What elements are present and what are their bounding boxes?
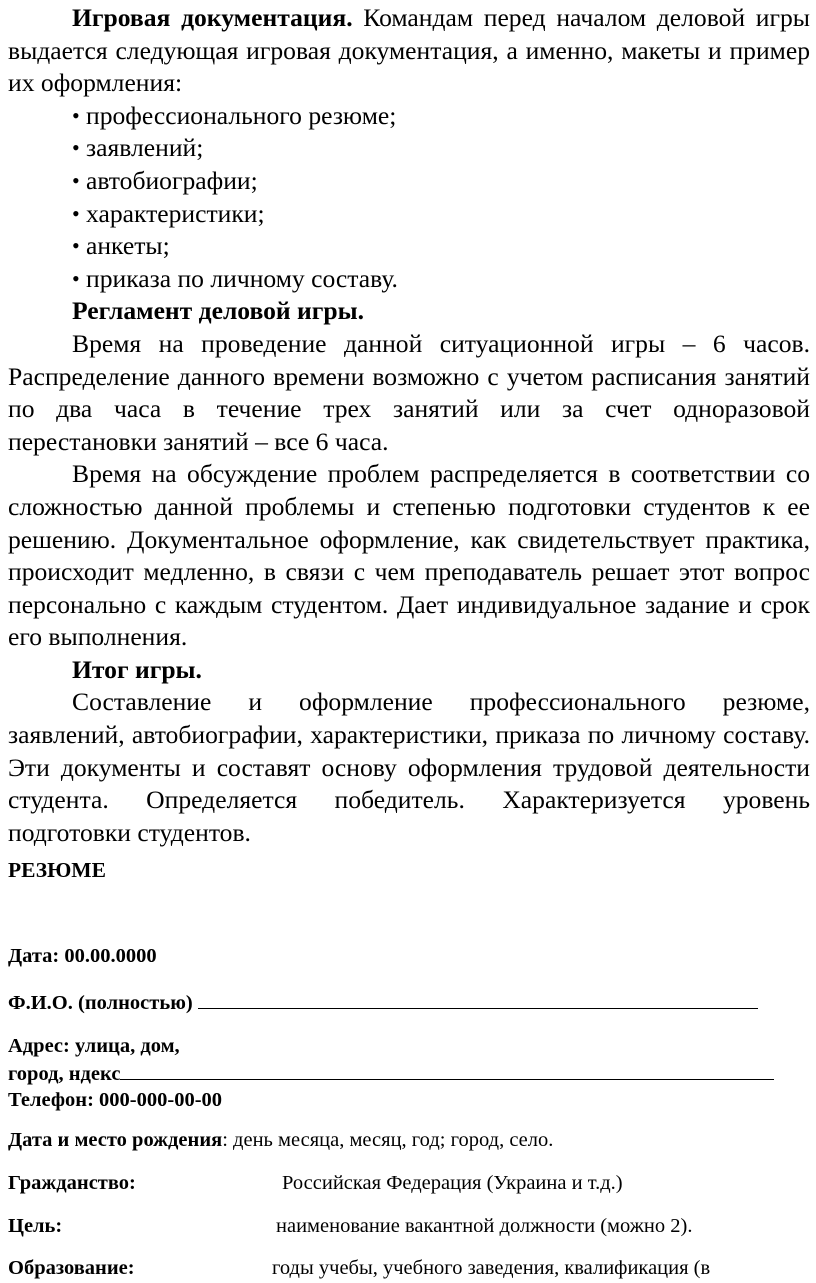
- bullet-icon: •: [72, 135, 80, 161]
- resume-address-row-1: [8, 1034, 180, 1058]
- list-item: • характеристики;: [72, 198, 810, 231]
- phone-label: Телефон: 000-000-00-00: [8, 1089, 223, 1111]
- fio-label: Ф.И.О. (полностью): [8, 992, 193, 1014]
- intro-paragraph: [8, 2, 810, 100]
- bullet-icon: •: [72, 167, 80, 193]
- list-item: • анкеты;: [72, 230, 810, 263]
- resume-title: РЕЗЮМЕ: [8, 858, 106, 882]
- resume-citizenship-value: Российская Федерация (Украина и т.д.): [282, 1172, 623, 1194]
- list-item: • заявлений;: [72, 132, 810, 165]
- address-label: Адрес: улица, дом,: [8, 1035, 180, 1057]
- result-paragraph: Составление и оформление профессионального резюме, заявлений, автобиографии, характеристики, приказа по личному составу. Эти документы и составят основу оформления трудовой деятельности студента. Определяется победитель. Характеризуется уровень подготовки студентов.: [8, 687, 810, 847]
- resume-goal-label: Цель:: [8, 1215, 63, 1237]
- resume-goal-value: наименование вакантной должности (можно 2).: [276, 1215, 693, 1237]
- list-item: • автобиографии;: [72, 165, 810, 198]
- bullet-icon: •: [72, 233, 80, 259]
- bullet-icon: •: [72, 200, 80, 226]
- list-item: • профессионального резюме;: [72, 100, 810, 133]
- reglament-paragraph-2: Время на обсуждение проблем распределяется в соответствии со сложностью данной проблемы и степенью подготовки студентов к ее решению. Документальное оформление, как свидетельствует практика, происходит медленно, в связи с чем преподаватель решает этот вопрос персонально с каждым студентом. Дает индивидуальное задание и срок его выполнения.: [8, 459, 810, 652]
- address-field-line[interactable]: [120, 1061, 774, 1080]
- resume-phone: [8, 1088, 222, 1112]
- resume-education-value: годы учебы, учебного заведения, квалификация (в: [272, 1257, 711, 1279]
- list-item: • приказа по личному составу.: [72, 263, 810, 296]
- result-heading: Итог игры.: [72, 654, 202, 684]
- intro-text: Командам перед началом деловой игры выдается следующая игровая документация, а именно, макеты и пример их оформления:: [8, 3, 810, 98]
- birth-value: : день месяца, месяц, год; город, село.: [222, 1129, 554, 1151]
- resume-fio-row: [8, 990, 758, 1015]
- main-text: [8, 2, 810, 849]
- city-label: город: [8, 1063, 59, 1085]
- resume-birth-row: [8, 1128, 553, 1152]
- bullet-icon: •: [72, 265, 80, 291]
- resume-date: [8, 944, 157, 968]
- documentation-list: [8, 100, 810, 296]
- resume-citizenship-label: Гражданство:: [8, 1172, 136, 1194]
- resume-education-label: Образование:: [8, 1257, 135, 1279]
- intro-heading: Игровая документация.: [72, 3, 353, 32]
- bullet-icon: •: [72, 102, 80, 128]
- birth-label: Дата и место рождения: [8, 1129, 223, 1151]
- index-label: , ндекс: [58, 1063, 121, 1085]
- reglament-paragraph-1: Время на проведение данной ситуационной игры – 6 часов. Распределение данного времени возможно с учетом расписания занятий по два часа в течение трех занятий или за счет одноразовой перестановки занятий – все 6 часа.: [8, 328, 810, 456]
- fio-field-line[interactable]: [198, 990, 758, 1009]
- resume-address-row-2: [8, 1061, 774, 1086]
- date-label: Дата: 00.00.0000: [8, 945, 157, 967]
- reglament-heading: Регламент деловой игры.: [72, 296, 365, 326]
